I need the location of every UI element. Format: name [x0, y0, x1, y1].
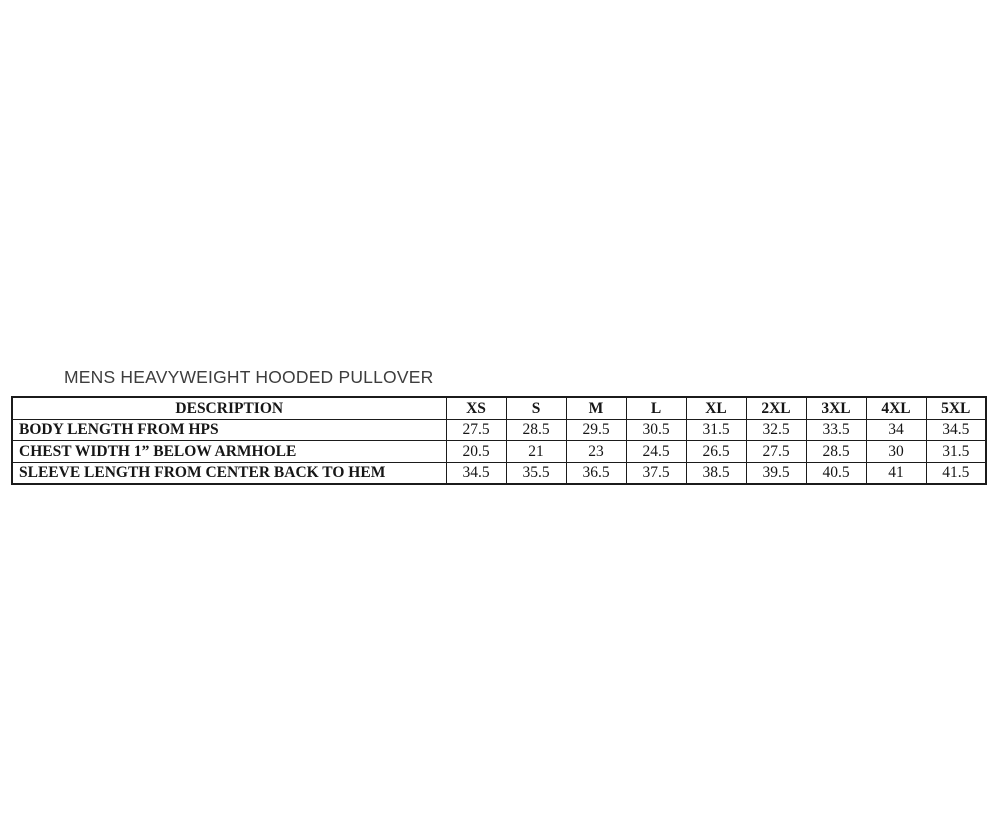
size-chart-table — [11, 396, 987, 485]
table-row-sleeve-length — [12, 462, 986, 484]
header-cell-3xl: 3XL — [806, 397, 866, 419]
value-cell: 20.5 — [446, 441, 506, 463]
header-cell-s: S — [506, 397, 566, 419]
value-cell: 26.5 — [686, 441, 746, 463]
value-cell: 28.5 — [506, 419, 566, 441]
header-cell-5xl: 5XL — [926, 397, 986, 419]
value-cell: 30.5 — [626, 419, 686, 441]
value-cell: 27.5 — [446, 419, 506, 441]
size-chart-title: MENS HEAVYWEIGHT HOODED PULLOVER — [64, 367, 434, 387]
value-cell: 41.5 — [926, 462, 986, 484]
row-label-chest-width: CHEST WIDTH 1” BELOW ARMHOLE — [12, 441, 446, 463]
value-cell: 34.5 — [926, 419, 986, 441]
row-label-sleeve-length: SLEEVE LENGTH FROM CENTER BACK TO HEM — [12, 462, 446, 484]
header-cell-4xl: 4XL — [866, 397, 926, 419]
header-cell-xs: XS — [446, 397, 506, 419]
value-cell: 41 — [866, 462, 926, 484]
header-cell-2xl: 2XL — [746, 397, 806, 419]
value-cell: 27.5 — [746, 441, 806, 463]
value-cell: 31.5 — [926, 441, 986, 463]
value-cell: 34 — [866, 419, 926, 441]
header-cell-l: L — [626, 397, 686, 419]
value-cell: 23 — [566, 441, 626, 463]
value-cell: 21 — [506, 441, 566, 463]
header-row — [12, 397, 986, 419]
header-cell-description: DESCRIPTION — [12, 397, 446, 419]
value-cell: 30 — [866, 441, 926, 463]
value-cell: 29.5 — [566, 419, 626, 441]
value-cell: 33.5 — [806, 419, 866, 441]
value-cell: 28.5 — [806, 441, 866, 463]
header-cell-xl: XL — [686, 397, 746, 419]
value-cell: 32.5 — [746, 419, 806, 441]
header-cell-m: M — [566, 397, 626, 419]
table-row-body-length — [12, 419, 986, 441]
value-cell: 39.5 — [746, 462, 806, 484]
table-row-chest-width — [12, 441, 986, 463]
size-chart-table-container — [11, 396, 987, 485]
value-cell: 35.5 — [506, 462, 566, 484]
row-label-body-length: BODY LENGTH FROM HPS — [12, 419, 446, 441]
value-cell: 24.5 — [626, 441, 686, 463]
value-cell: 37.5 — [626, 462, 686, 484]
value-cell: 38.5 — [686, 462, 746, 484]
value-cell: 40.5 — [806, 462, 866, 484]
value-cell: 36.5 — [566, 462, 626, 484]
value-cell: 31.5 — [686, 419, 746, 441]
value-cell: 34.5 — [446, 462, 506, 484]
